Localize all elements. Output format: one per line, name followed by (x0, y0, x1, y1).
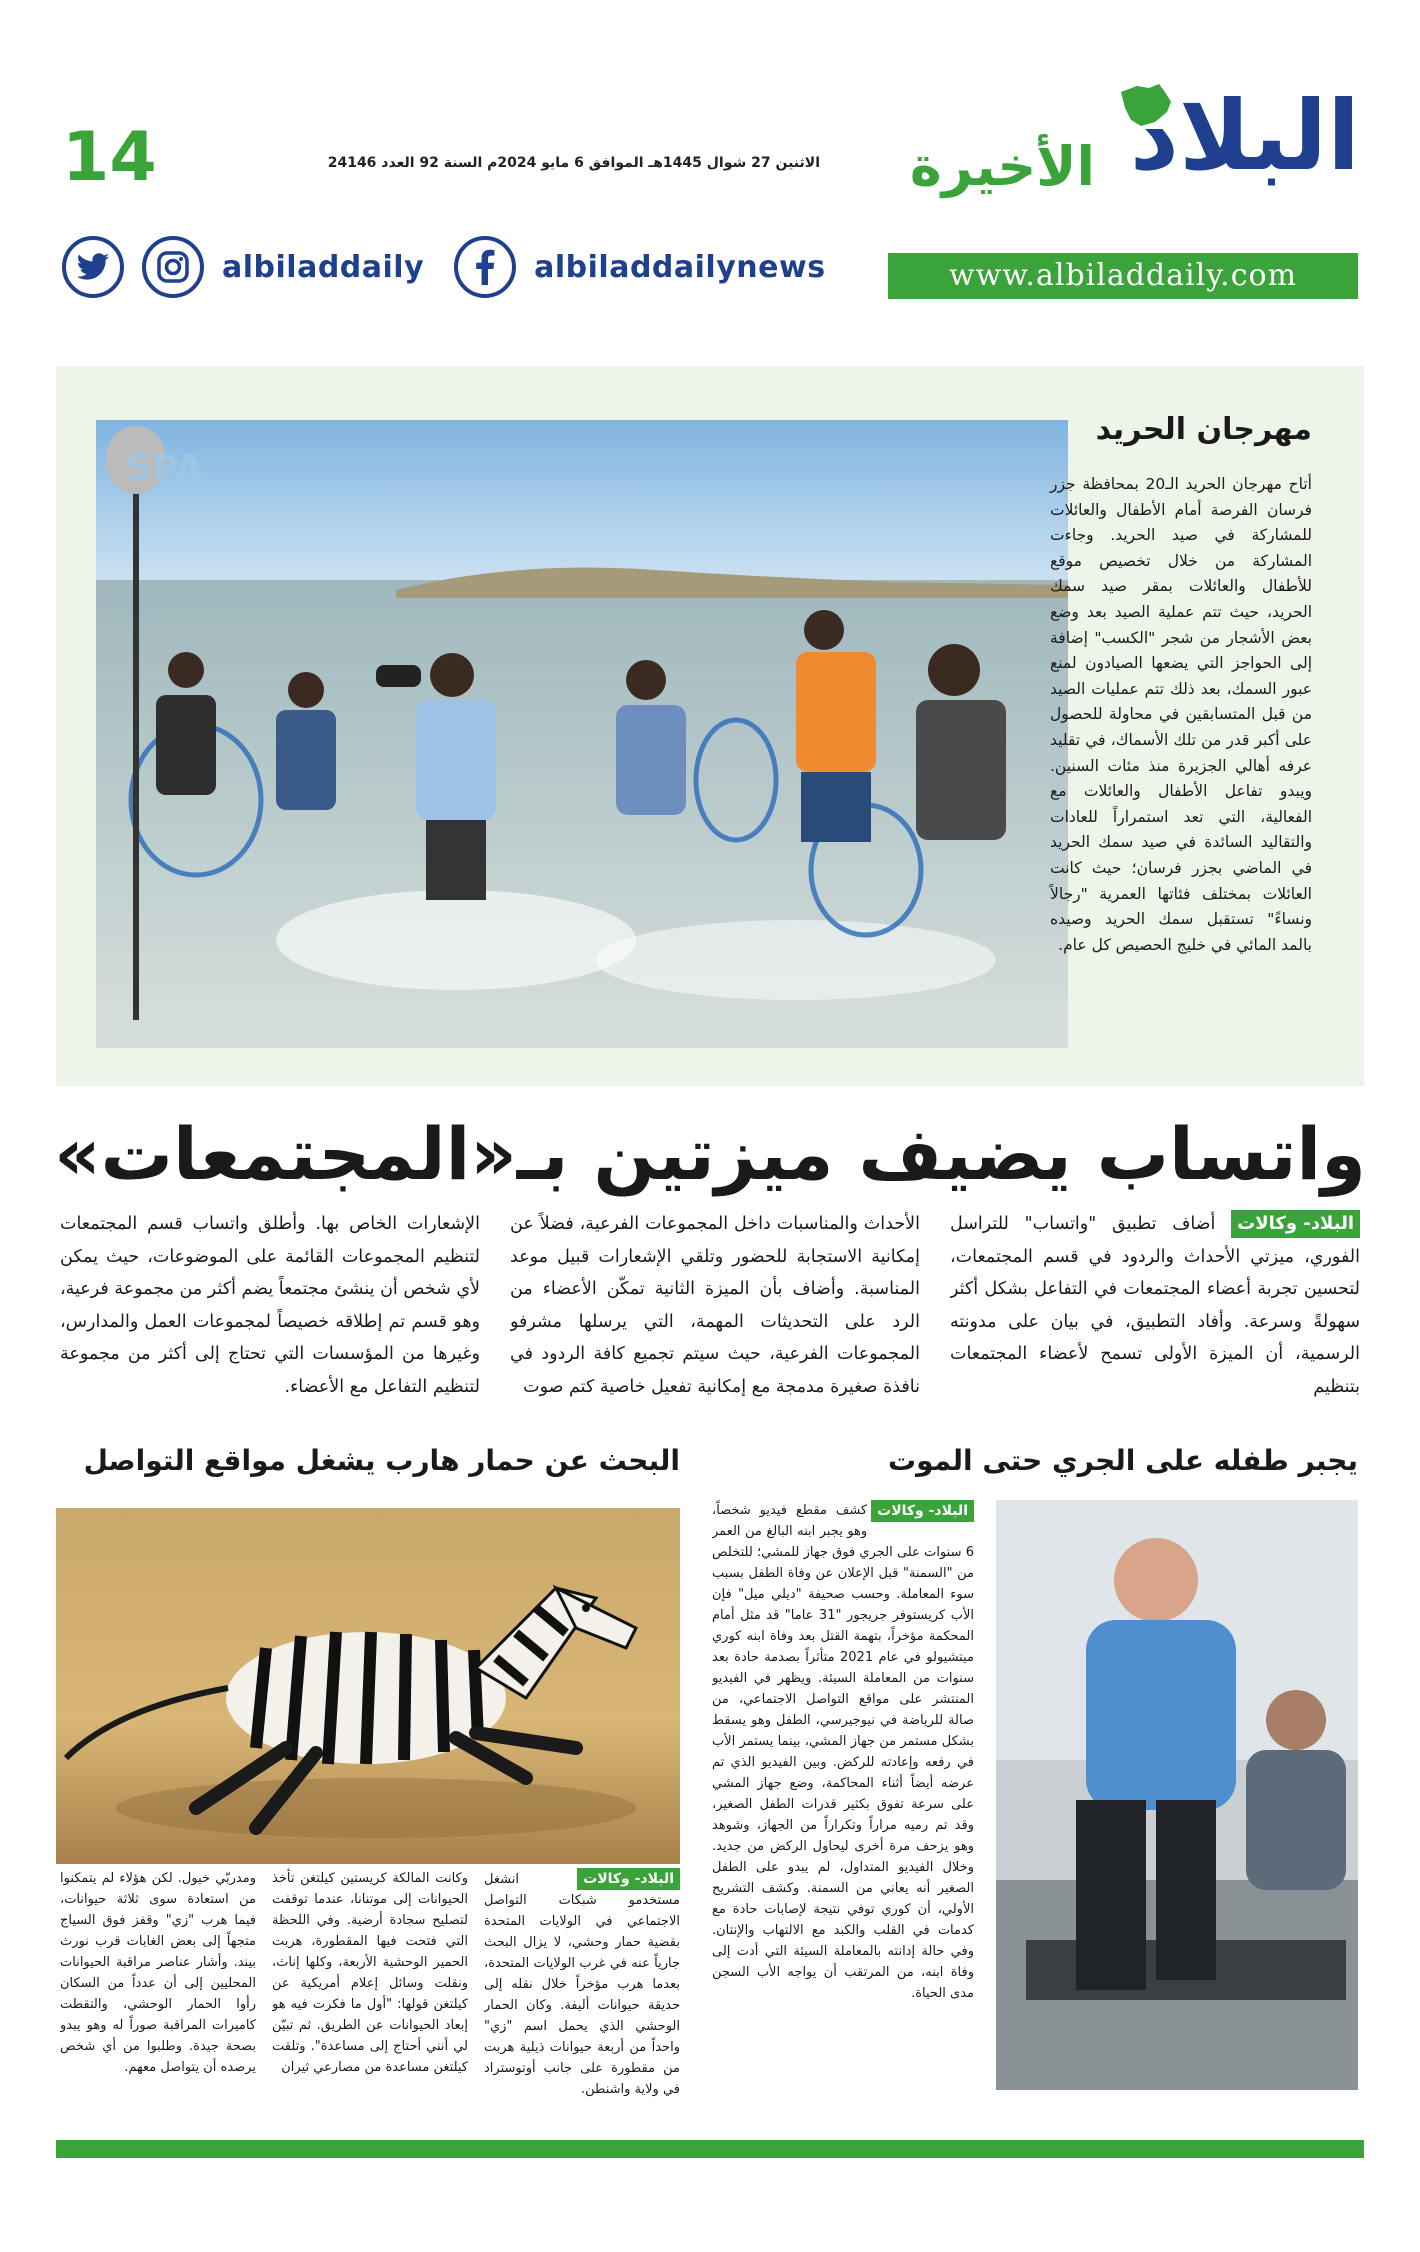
story-father-body-wrap (712, 1500, 974, 2100)
instagram-handle[interactable]: albiladdaily (222, 249, 425, 285)
main-story-col-2: الأحداث والمناسبات داخل المجموعات الفرعية، فضلاً عن إمكانية الاستجابة للحضور وتلقي الإشعارات قبيل موعد المناسبة. وأضاف بأن الميزة الثانية تمكّن الأعضاء من الرد على التحديثات المهمة، التي يرسلها مشرفو المجموعات الفرعية، حيث سيتم تجميع كافة الردود في نافذة صغيرة مدمجة مع إمكانية تفعيل خاصية كتم صوت (510, 1214, 920, 1397)
story-father-source-tag: البلاد- وكالات (871, 1500, 974, 1522)
fishing-scene-illustration (96, 420, 1068, 1048)
main-story-col-1 (950, 1208, 1360, 1436)
story-father-body: كشف مقطع فيديو شخصاً، وهو يجبر ابنه البالغ من العمر 6 سنوات على الجري فوق جهاز للمشي؛ للتخلص من "السمنة" قبل الإعلان عن وفاة الطفل بسبب سوء المعاملة. وحسب صحيفة "ديلي ميل" فإن الأب كريستوفر جريجور "31 عاما" قد مثل أمام المحكمة مؤخراً، بتهمة القتل بعد وفاة ابنه كوري ميتشيولو في عام 2021 متأثراً بصدمة حادة بعد سنوات من المعاملة السيئة. ويظهر في الفيديو المنتشر على مواقع التواصل الاجتماعي، من صالة للرياضة في نيوجيرسي، الطفل وهو يسقط بشكل مستمر من جهاز المشي، بينما يستمر الأب في رفعه وإعادته للركض. وبين الفيديو الذي تم عرضه أيضاً أثناء المحاكمة، وضع جهاز المشي على سرعة تفوق بكثير قدرات الطفل الصغير، وقد تم رميه مراراً وتكراراً من الجهاز، وشوهد وهو يزحف مرة أخرى ليحاول الركض من جديد. وخلال الفيديو المتداول، لم يبدو على الطفل الصغير أنه يعاني من السمنة. وكشف التشريح الأولي، أن كوري توفي نتيجة لإصابات حادة مع كدمات في القلب والكبد مع الالتهاب والإنتان. وفي حالة إدانته بالمعاملة السيئة التي أدت إلى وفاة ابنه، من المرتقب أن يواجه الأب السجن مدى الحياة. (712, 1503, 974, 2001)
feature-body: أتاح مهرجان الحريد الـ20 بمحافظة جزر فرسان الفرصة أمام الأطفال والعائلات للمشاركة في صيد الحريد. وجاءت المشاركة من خلال تخصيص موقع للأطفال والعائلات بمقر صيد سمك الحريد، حيث تتم عملية الصيد بعد وضع بعض الأشجار من شجر "الكسب" إضافة إلى الحواجز التي يضعها الصيادون لمنع عبور السمك، بعد ذلك تتم عمليات الصيد من قبل المتسابقين في محاولة للحصول على أكبر قدر من تلك الأسماك، في تقليد عرفه أهالي الجزيرة منذ مئات السنين. ويبدو تفاعل الأطفال والعائلات مع الفعالية، التي تعد استمراراً للعادات والتقاليد السائدة في صيد سمك الحريد في الماضي بجزر فرسان؛ حيث كانت العائلات بمختلف فئاتها العمرية "رجالاً ونساءً" تستقبل سمك الحريد وصيده بالمد المائي في خليج الحصيص كل عام. (1050, 475, 1312, 954)
facebook-icon[interactable] (454, 236, 516, 298)
story-father-headline: يجبر طفله على الجري حتى الموت (888, 1444, 1358, 1477)
issue-date-line: الاثنين 27 شوال 1445هـ الموافق 6 مايو 2024م السنة 92 العدد 24146 (327, 155, 820, 171)
page-number: 14 (62, 118, 157, 197)
masthead-logo (880, 80, 1360, 208)
feature-title: مهرجان الحريد (1095, 412, 1312, 447)
story-father-photo (996, 1500, 1358, 2090)
story-zebra-col-2: وكانت المالكة كريستين كيلتغن تأخذ الحيوانات إلى موتنانا، عندما توقفت لتصليح سجادة أرضية. وفي اللحظة التي فتحت فيها المقطورة، هربت الحمير الوحشية الأربعة، وكلها إناث، ونقلت وسائل إعلام أمريكية عن كيلتغن قولها: "أول ما فكرت فيه هو إبعاد الحيوانات عن الطريق. ثم تبيّن لي أنني أحتاج إلى مساعدة". وتلقت كيلتغن مساعدة من مصارعي ثيران (272, 1871, 468, 2075)
story-zebra-col-1: انشغل مستخدمو شبكات التواصل الاجتماعي في الولايات المتحدة بقضية حمار وحشي، لا يزال البحث جارياً عنه في غرب الولايات المتحدة، بعدما هرب مؤخراً خلال نقله إلى حديقة حيوانات أليفة. وكان الحمار الوحشي الذي يحمل اسم "زي" واحداً من أربعة حيوانات ذيلية هربت من مقطورة على جانب أوتوستراد في ولاية واشنطن. (484, 1872, 680, 2097)
instagram-icon[interactable] (142, 236, 204, 298)
story-zebra-col-3: ومدربّي خيول. لكن هؤلاء لم يتمكنوا من استعادة سوى ثلاثة حيوانات، فيما هرب "زي" وقفز فوق السياج متجهاً إلى بعض الغابات قرب نورث بيند. وأشار عناصر مراقبة الحيوانات المحليين إلى أن عدداً من السكان رأوا الحمار الوحشي، والتقطت كاميرات المراقبة صوراً له وهو يبدو بصحة جيدة. وطلبوا من أي شخص يرصده أن يتواصل معهم. (60, 1871, 256, 2075)
photo-watermark: SPA (126, 448, 203, 489)
main-headline: واتساب يضيف ميزتين بـ«المجتمعات» (54, 1112, 1366, 1196)
story-zebra-headline: البحث عن حمار هارب يشغل مواقع التواصل (83, 1444, 680, 1477)
story-zebra-source-tag: البلاد- وكالات (577, 1868, 680, 1890)
gym-scene-illustration (996, 1500, 1358, 2090)
main-story-col-1-text: أضاف تطبيق "واتساب" للتراسل الفوري، ميزتي الأحداث والردود في قسم المجتمعات، لتحسين تجربة أعضاء المجتمعات في التفاعل بشكل أكثر سهولةً وسرعة. وأفاد التطبيق، في بيان على مدونته الرسمية، أن الميزة الأولى تسمح لأعضاء المجتمعات بتنظيم (950, 1214, 1360, 1397)
story-zebra-photo (56, 1508, 680, 1864)
zebra-illustration (56, 1508, 680, 1864)
twitter-icon[interactable] (62, 236, 124, 298)
logo-main-text: البلاد (1129, 80, 1360, 192)
story-zebra-col-1-wrap (484, 1868, 680, 2108)
website-link[interactable]: www.albiladdaily.com (888, 253, 1358, 299)
social-bar (62, 236, 826, 298)
facebook-handle[interactable]: albiladdailynews (534, 249, 826, 285)
logo-sub-text: الأخيرة (909, 135, 1095, 198)
source-tag: البلاد- وكالات (1231, 1210, 1360, 1238)
bottom-green-rule (56, 2140, 1364, 2158)
feature-photo-fishing-festival (96, 420, 1068, 1048)
main-story-col-3: الإشعارات الخاص بها. وأطلق واتساب قسم المجتمعات لتنظيم المجموعات القائمة على الموضوعات، حيث يمكن لأي شخص أن ينشئ مجتمعاً يضم أكثر من مجموعة فرعية، وهو قسم تم إطلاقه خصيصاً لمجموعات العمل والمدارس، وغيرها من المؤسسات التي تحتاج إلى أكثر من مجموعة لتنظيم التفاعل مع الأعضاء. (60, 1214, 480, 1397)
